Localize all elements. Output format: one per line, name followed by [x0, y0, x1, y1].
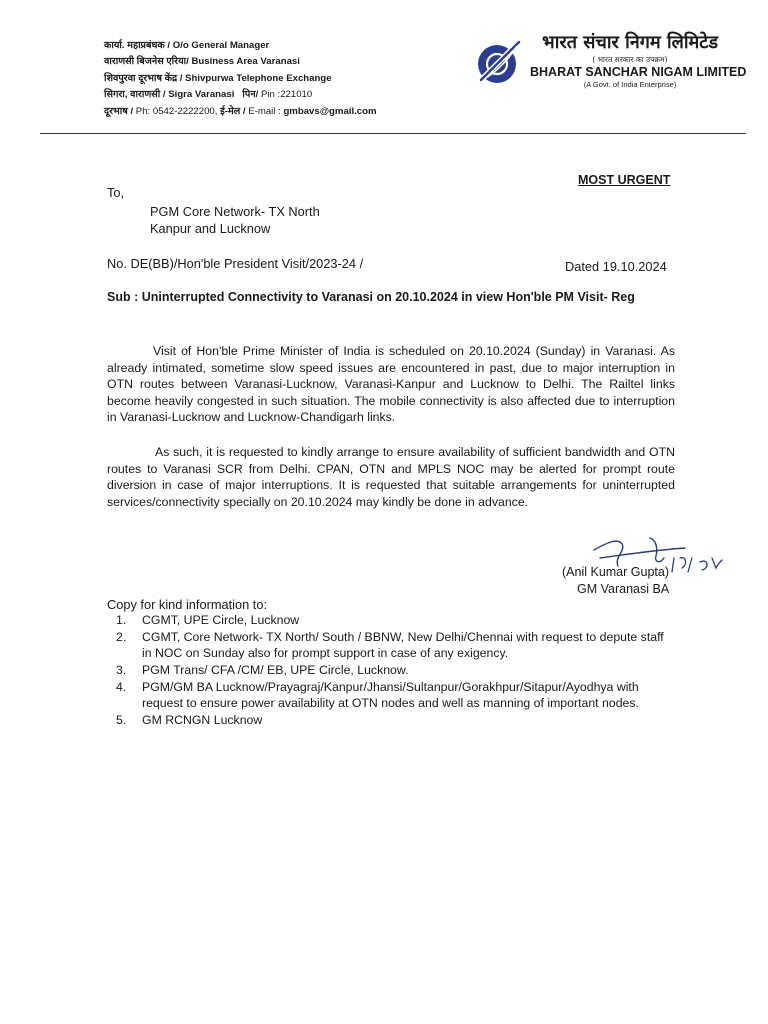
recipient-line-1: PGM Core Network- TX North — [150, 204, 320, 219]
copy-to-list — [116, 612, 676, 729]
to-label: To, — [107, 185, 125, 200]
urgency-label: MOST URGENT — [578, 173, 671, 187]
signatory-title: GM Varanasi BA — [577, 582, 670, 596]
bsnl-logo-icon — [473, 33, 529, 89]
address-line-1: कार्या. महाप्रबंधक / O/o General Manager — [104, 40, 270, 51]
list-item: 5. GM RCNGN Lucknow — [116, 713, 263, 727]
list-item: 4. PGM/GM BA Lucknow/Prayagraj/Kanpur/Jhansi/Sultanpur/Gorakhpur/Sitapur/Ayodhya with request to ensure power availability at OTN nodes and well as manning of important nodes. — [116, 680, 639, 710]
subject-line: Sub : Uninterrupted Connectivity to Varanasi on 20.10.2024 in view Hon'ble PM Visit- Reg — [107, 290, 635, 304]
org-name-english: BHARAT SANCHAR NIGAM LIMITED — [530, 65, 747, 79]
body-paragraph-1: Visit of Hon'ble Prime Minister of India is scheduled on 20.10.2024 (Sunday) in Varanasi. As already intimated, sometime slow speed issues are encountered in past, due to major interruption in OTN routes between Varanasi-Lucknow, Varanasi-Kanpur and Lucknow to Delhi. The Railtel links become heavily congested in such situation. The mobile connectivity is also affected due to interruption in Varanasi-Lucknow and Lucknow-Chandigarh links. — [107, 344, 675, 424]
org-subtitle-english: (A Govt. of India Enterprise) — [583, 80, 677, 89]
header-divider — [40, 133, 746, 134]
signatory-name: (Anil Kumar Gupta) — [562, 565, 669, 579]
contact-line: दूरभाष / Ph: 0542-2222200, ई-मेल / E-mail : gmbavs@gmail.com — [104, 105, 377, 117]
organisation-name-block — [530, 31, 747, 90]
address-line-3: शिवपुरवा दूरभाष केंद्र / Shivpurwa Telephone Exchange — [104, 72, 332, 84]
email-address: gmbavs@gmail.com — [283, 105, 377, 117]
reference-number: No. DE(BB)/Hon'ble President Visit/2023-24 / — [107, 256, 364, 271]
org-subtitle-hindi: ( भारत सरकार का उपक्रम) — [592, 55, 668, 64]
body-paragraph-2: As such, it is requested to kindly arrange to ensure availability of sufficient bandwidth and OTN routes to Varanasi SCR from Delhi. CPAN, OTN and MPLS NOC may be alerted for prompt route diversion in case of major interruptions. It is requested that suitable arrangements for uninterrupted services/connectivity specially on 20.10.2024 may kindly be done in advance. — [107, 445, 675, 509]
address-line-2: वाराणसी बिजनेस एरिया/ Business Area Varanasi — [104, 56, 300, 68]
copy-to-heading: Copy for kind information to: — [107, 597, 268, 612]
list-item: 1. CGMT, UPE Circle, Lucknow — [116, 613, 300, 627]
org-name-hindi: भारत संचार निगम लिमिटेड — [542, 32, 718, 53]
list-item: 3. PGM Trans/ CFA /CM/ EB, UPE Circle, Lucknow. — [116, 663, 409, 677]
recipient-line-2: Kanpur and Lucknow — [150, 221, 271, 236]
list-item: 2. CGMT, Core Network- TX North/ South / BBNW, New Delhi/Chennai with request to depute staff in NOC on Sunday also for prompt support in case of any exigency. — [116, 630, 664, 660]
address-line-4: सिगरा, वाराणसी / Sigra Varanasi पिन/ Pin :221010 — [104, 89, 313, 101]
sender-address-block — [104, 38, 377, 120]
letter-date: Dated 19.10.2024 — [565, 259, 667, 274]
